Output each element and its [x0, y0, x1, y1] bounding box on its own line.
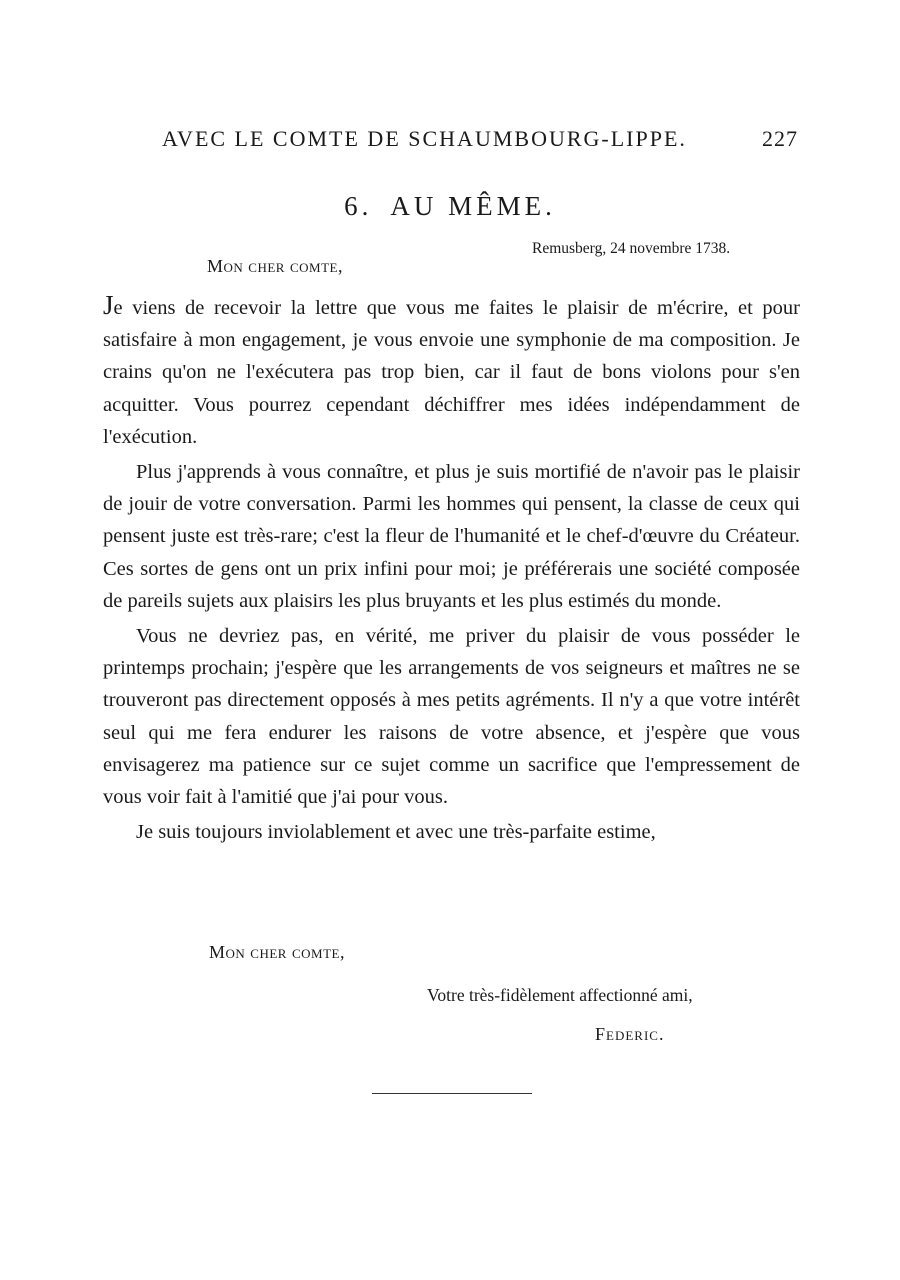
letter-heading	[0, 191, 900, 222]
paragraph-2: Plus j'apprends à vous connaître, et plus je suis mortifié de n'avoir pas le plaisir de jouir de votre conversation. Parmi les hommes qui pensent, la classe de ceux qui pensent juste est très-rare; c'est la fleur de l'humanité et le chef-d'œuvre du Créateur. Ces sortes de gens ont un prix infini pour moi; je préférerais une société composée de pareils sujets aux plaisirs les plus bruyants et les plus estimés du monde.	[103, 461, 800, 612]
place-date: Remusberg, 24 novembre 1738.	[532, 240, 731, 257]
letter-number: 6.	[344, 191, 373, 221]
paragraph-3: Vous ne devriez pas, en vérité, me priver du plaisir de vous posséder le printemps prochain; j'espère que les arrangements de vos seigneurs et maîtres ne se trouveront pas directement opposés à mes petits agréments. Il n'y a que votre intérêt seul qui me fera endurer les raisons de votre absence, et j'espère que vous envisagerez ma patience sur ce sujet comme un sacrifice que l'empressement de vous voir fait à l'amitié que j'ai pour vous.	[103, 625, 800, 809]
salutation: Mon cher comte,	[207, 256, 343, 276]
letter-heading-text: AU MÊME.	[390, 191, 556, 221]
closing-salutation: Mon cher comte,	[209, 942, 345, 962]
signature: Federic.	[595, 1024, 665, 1044]
letter-body	[103, 289, 800, 848]
page-number: 227	[762, 126, 798, 151]
running-head-title: AVEC LE COMTE DE SCHAUMBOURG-LIPPE.	[162, 126, 687, 151]
valediction: Votre très-fidèlement affectionné ami,	[427, 985, 693, 1005]
end-rule-divider	[372, 1093, 532, 1094]
paragraph-4: Je suis toujours inviolablement et avec une très-parfaite estime,	[136, 821, 656, 844]
paragraph-1: Je viens de recevoir la lettre que vous me faites le plaisir de m'écrire, et pour satisfaire à mon engagement, je vous envoie une symphonie de ma composition. Je crains qu'on ne l'exécutera pas trop bien, car il faut de bons violons pour s'en acquitter. Vous pourrez cependant déchiffrer mes idées indépendamment de l'exécution.	[103, 290, 800, 448]
running-head	[162, 126, 802, 152]
